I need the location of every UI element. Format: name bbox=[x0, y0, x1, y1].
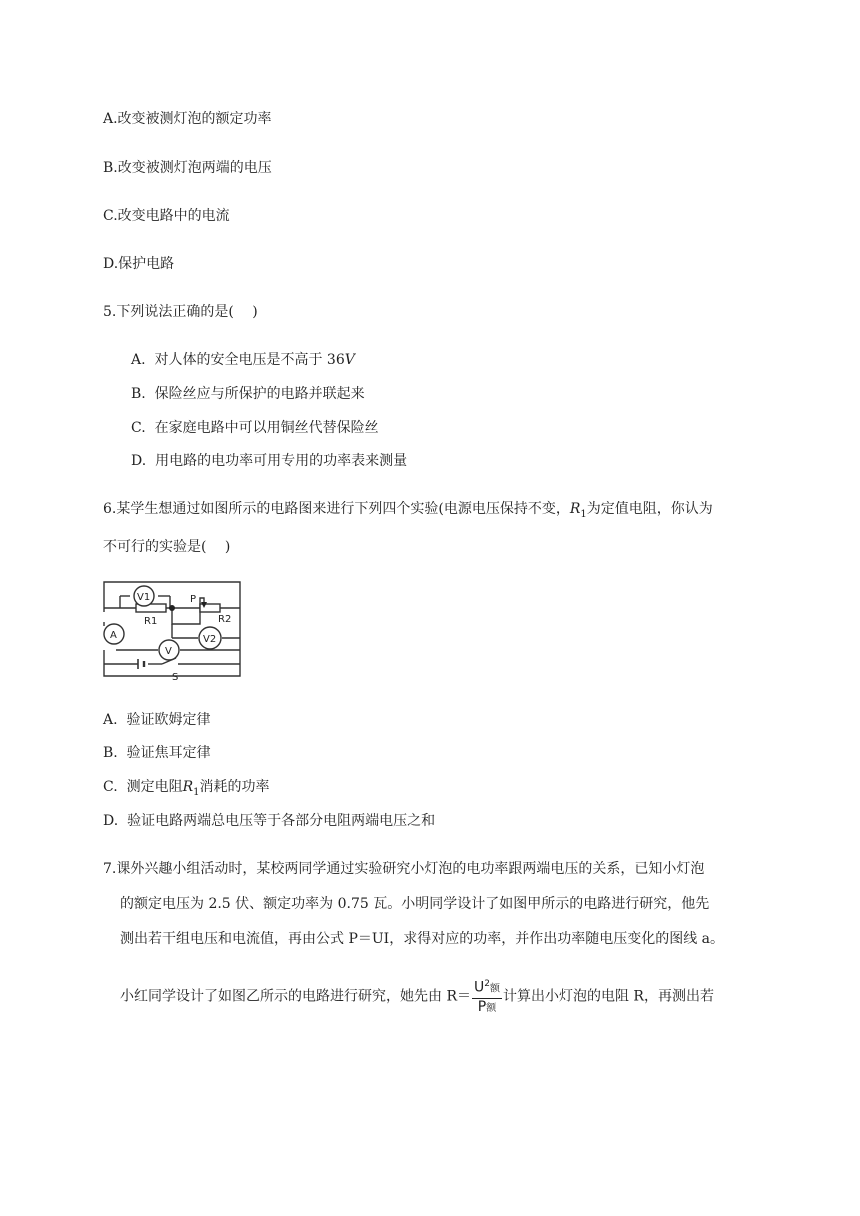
option-text: 对人体的安全电压是不高于 36 bbox=[154, 352, 345, 368]
label-p: P bbox=[190, 594, 197, 605]
frac-denominator-subscript: 额 bbox=[486, 1002, 497, 1014]
frac-numerator: U bbox=[474, 979, 485, 996]
option-text: 在家庭电路中可以用铜丝代替保险丝 bbox=[154, 420, 379, 436]
rated-power-fraction bbox=[472, 976, 502, 1017]
label-v1: V1 bbox=[137, 592, 151, 603]
label-r1: R1 bbox=[144, 616, 158, 627]
q6-option-b bbox=[103, 743, 211, 763]
q7-line4 bbox=[120, 976, 714, 1017]
q7-line3: 测出若干组电压和电流值，再由公式 P＝UI，求得对应的功率，并作出功率随电压变化的图线 a。 bbox=[120, 931, 724, 947]
option-text: 用电路的电功率可用专用的功率表来测量 bbox=[155, 453, 408, 469]
option-label: B. bbox=[131, 386, 146, 402]
option-label: C. bbox=[131, 420, 146, 436]
q4-option-b: B.改变被测灯泡两端的电压 bbox=[103, 160, 272, 176]
label-r2: R2 bbox=[218, 614, 232, 625]
q6-stem-part-a: 6.某学生想通过如图所示的电路图来进行下列四个实验(电源电压保持不变， bbox=[103, 501, 570, 517]
option-label: B. bbox=[103, 745, 118, 761]
frac-denominator: P bbox=[477, 998, 487, 1015]
option-text: 验证焦耳定律 bbox=[126, 745, 211, 761]
circuit-diagram bbox=[100, 574, 246, 686]
label-v2: V2 bbox=[203, 634, 217, 645]
q5-option-c bbox=[131, 418, 379, 438]
q7-line1: 7.课外兴趣小组活动时，某校两同学通过实验研究小灯泡的电功率跟两端电压的关系，已知小灯泡 bbox=[103, 861, 705, 877]
q6-option-a bbox=[103, 710, 210, 730]
option-text: 保险丝应与所保护的电路并联起来 bbox=[154, 386, 365, 402]
option-text: 验证欧姆定律 bbox=[126, 712, 211, 728]
q5-stem: 5.下列说法正确的是( ) bbox=[103, 304, 258, 320]
q4-option-a: A.改变被测灯泡的额定功率 bbox=[103, 111, 272, 127]
option-label: D. bbox=[103, 813, 119, 829]
q6-stem-line1 bbox=[103, 499, 713, 525]
q6-stem-part-b: 为定值电阻，你认为 bbox=[586, 501, 713, 517]
q5-option-b bbox=[131, 384, 365, 404]
option-text: 测定电阻 bbox=[126, 779, 183, 795]
frac-numerator-exponent: 2 bbox=[484, 979, 490, 989]
q6-stem-line2: 不可行的实验是( ) bbox=[103, 539, 231, 555]
option-text-tail: 消耗的功率 bbox=[199, 779, 270, 795]
option-label: A. bbox=[103, 712, 118, 728]
option-label: C. bbox=[103, 779, 118, 795]
option-label: D. bbox=[131, 453, 147, 469]
r-symbol: R bbox=[569, 501, 581, 517]
unit-symbol: V bbox=[344, 352, 355, 368]
label-s: S bbox=[172, 672, 179, 683]
q7-line2: 的额定电压为 2.5 伏、额定功率为 0.75 瓦。小明同学设计了如图甲所示的电路进行研究，他先 bbox=[120, 896, 710, 912]
option-label: A. bbox=[131, 352, 146, 368]
q5-option-a bbox=[131, 350, 355, 370]
r-symbol: R bbox=[182, 779, 194, 795]
q6-option-c bbox=[103, 777, 270, 803]
q4-option-c: C.改变电路中的电流 bbox=[103, 208, 230, 224]
label-v: V bbox=[165, 646, 172, 657]
option-text: 验证电路两端总电压等于各部分电阻两端电压之和 bbox=[127, 813, 436, 829]
r-subscript: 1 bbox=[193, 787, 200, 798]
label-a: A bbox=[110, 630, 117, 641]
q7-line4-part-b: 计算出小灯泡的电阻 R，再测出若 bbox=[502, 988, 714, 1005]
r-subscript: 1 bbox=[580, 509, 587, 520]
q5-option-d bbox=[131, 451, 407, 471]
frac-numerator-subscript: 额 bbox=[489, 983, 500, 995]
q6-option-d bbox=[103, 811, 435, 831]
q4-option-d: D.保护电路 bbox=[103, 256, 175, 272]
q7-line4-part-a: 小红同学设计了如图乙所示的电路进行研究，她先由 R＝ bbox=[120, 988, 471, 1005]
